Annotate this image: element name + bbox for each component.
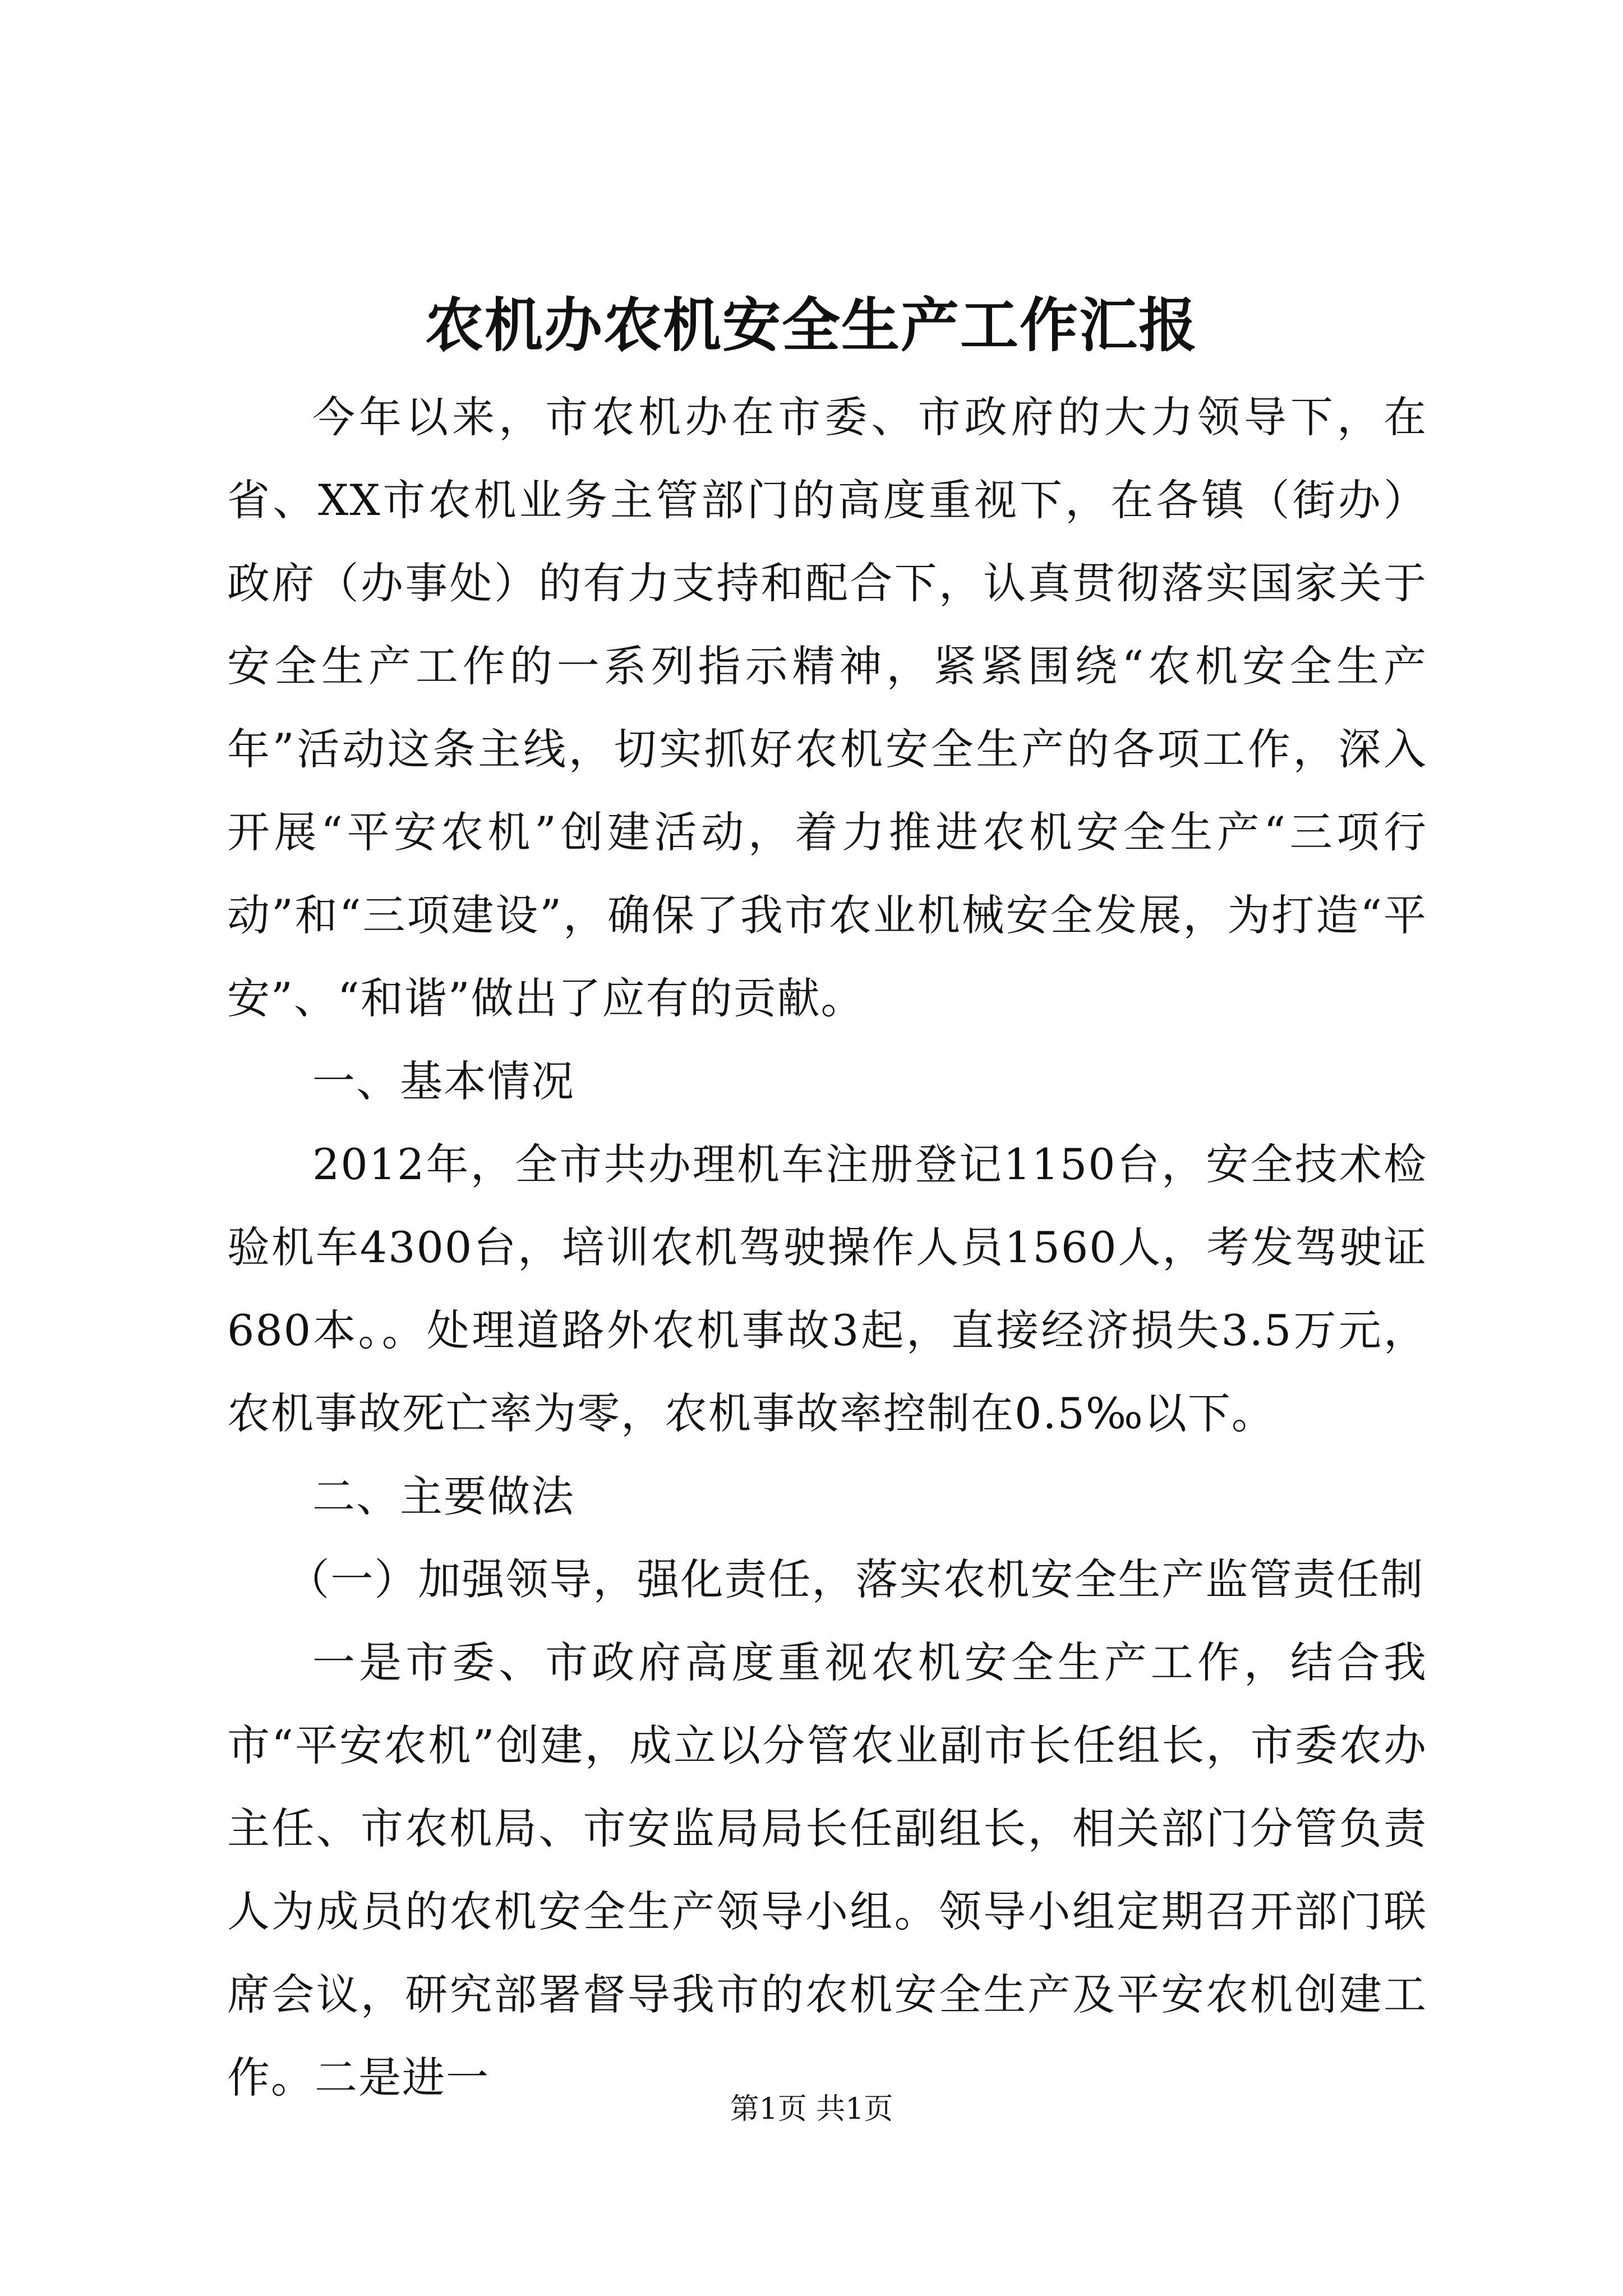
paragraph-leadership: 一是市委、市政府高度重视农机安全生产工作，结合我市“平安农机”创建，成立以分管农业副市长任组长，市委农办主任、市农机局、市安监局局长任副组长，相关部门分管负责人为成员的农机安全生产领导小组。领导小组定期召开部门联席会议，研究部署督导我市的农机安全生产及平安农机创建工作。二是进一 [227, 1637, 1427, 2102]
document-body [227, 376, 1427, 2119]
section-heading-methods: 二、主要做法 [312, 1471, 575, 1521]
subsection-heading-leadership: （一）加强领导，强化责任，落实农机安全生产监管责任制 [287, 1554, 1424, 1604]
section-heading-basic: 一、基本情况 [312, 1056, 575, 1106]
document-title: 农机办农机安全生产工作汇报 [425, 291, 1198, 360]
paragraph-basic-situation: 2012年，全市共办理机车注册登记1150台，安全技术检验机车4300台，培训农机驾驶操作人员1560人，考发驾驶证680本。。处理道路外农机事故3起，直接经济损失3.5万元，农机事故死亡率为零，农机事故率控制在0.5‰以下。 [227, 1139, 1427, 1438]
page-number-footer: 第1页 共1页 [730, 2092, 893, 2126]
paragraph-intro: 今年以来，市农机办在市委、市政府的大力领导下，在省、XX市农机业务主管部门的高度重视下，在各镇（街办）政府（办事处）的有力支持和配合下，认真贯彻落实国家关于安全生产工作的一系列指示精神，紧紧围绕“农机安全生产年”活动这条主线，切实抓好农机安全生产的各项工作，深入开展“平安农机”创建活动，着力推进农机安全生产“三项行动”和“三项建设”，确保了我市农业机械安全发展，为打造“平安”、“和谐”做出了应有的贡献。 [227, 392, 1427, 1023]
